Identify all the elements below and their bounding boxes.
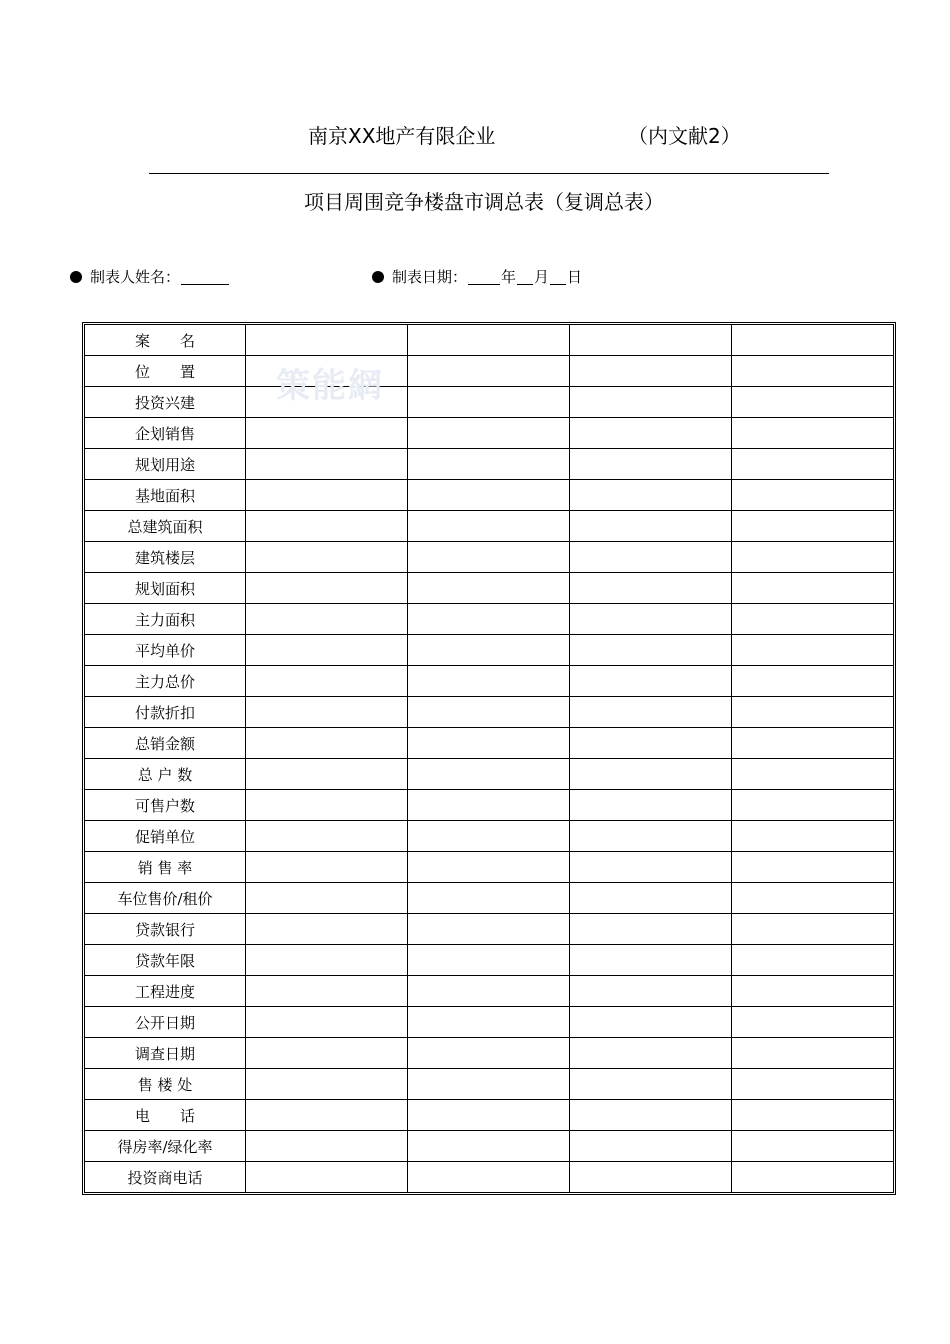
entry-cell[interactable]	[408, 759, 570, 790]
entry-cell[interactable]	[246, 1100, 408, 1131]
entry-cell[interactable]	[732, 325, 894, 356]
table-row	[85, 449, 894, 480]
entry-cell[interactable]	[408, 697, 570, 728]
table-row	[85, 573, 894, 604]
entry-cell[interactable]	[732, 511, 894, 542]
entry-cell[interactable]	[408, 325, 570, 356]
entry-cell[interactable]	[246, 480, 408, 511]
table-row	[85, 1100, 894, 1131]
table-row	[85, 542, 894, 573]
entry-cell[interactable]	[570, 945, 732, 976]
table-row	[85, 325, 894, 356]
row-label: 可售户数	[85, 790, 246, 821]
date-label: 制表日期：	[392, 268, 468, 286]
entry-cell[interactable]	[732, 945, 894, 976]
table-row	[85, 852, 894, 883]
entry-cell[interactable]	[570, 1162, 732, 1193]
entry-cell[interactable]	[246, 325, 408, 356]
entry-cell[interactable]	[246, 356, 408, 387]
table-row	[85, 387, 894, 418]
row-label: 贷款年限	[85, 945, 246, 976]
table-row	[85, 635, 894, 666]
watermark: 策能網	[276, 366, 384, 406]
table-row	[85, 511, 894, 542]
entry-cell[interactable]	[246, 387, 408, 418]
entry-cell[interactable]	[570, 604, 732, 635]
entry-cell[interactable]	[246, 511, 408, 542]
preparer-label: 制表人姓名：	[90, 268, 181, 286]
entry-cell[interactable]	[246, 573, 408, 604]
entry-cell[interactable]	[246, 883, 408, 914]
entry-cell[interactable]	[732, 1038, 894, 1069]
row-label: 平均单价	[85, 635, 246, 666]
entry-cell[interactable]	[408, 635, 570, 666]
entry-cell[interactable]	[408, 356, 570, 387]
entry-cell[interactable]	[408, 1131, 570, 1162]
entry-cell[interactable]	[732, 883, 894, 914]
entry-cell[interactable]	[732, 573, 894, 604]
survey-table-body	[85, 325, 894, 1193]
entry-cell[interactable]	[570, 883, 732, 914]
row-label: 付款折扣	[85, 697, 246, 728]
date-field	[372, 266, 582, 287]
entry-cell[interactable]	[570, 418, 732, 449]
entry-cell[interactable]	[732, 480, 894, 511]
entry-cell[interactable]	[246, 759, 408, 790]
month-unit: 月	[534, 268, 550, 286]
survey-table	[82, 322, 896, 1195]
entry-cell[interactable]	[246, 635, 408, 666]
entry-cell[interactable]	[570, 914, 732, 945]
bullet-icon	[372, 271, 384, 283]
entry-cell[interactable]	[570, 1007, 732, 1038]
entry-cell[interactable]	[732, 666, 894, 697]
table-row	[85, 1131, 894, 1162]
year-unit: 年	[501, 268, 517, 286]
bullet-icon	[70, 271, 82, 283]
row-label: 投资商电话	[85, 1162, 246, 1193]
entry-cell[interactable]	[732, 449, 894, 480]
entry-cell[interactable]	[408, 945, 570, 976]
row-label: 主力面积	[85, 604, 246, 635]
entry-cell[interactable]	[732, 604, 894, 635]
row-label: 位 置	[85, 356, 246, 387]
entry-cell[interactable]	[570, 449, 732, 480]
entry-cell[interactable]	[246, 1131, 408, 1162]
entry-cell[interactable]	[732, 1131, 894, 1162]
entry-cell[interactable]	[570, 821, 732, 852]
entry-cell[interactable]	[246, 542, 408, 573]
entry-cell[interactable]	[732, 976, 894, 1007]
table-row	[85, 790, 894, 821]
table-row	[85, 914, 894, 945]
entry-cell[interactable]	[408, 1069, 570, 1100]
row-label: 调查日期	[85, 1038, 246, 1069]
entry-cell[interactable]	[570, 759, 732, 790]
entry-cell[interactable]	[408, 728, 570, 759]
table-row	[85, 666, 894, 697]
entry-cell[interactable]	[246, 821, 408, 852]
preparer-name-blank[interactable]	[181, 269, 229, 285]
table-row	[85, 1038, 894, 1069]
entry-cell[interactable]	[732, 1162, 894, 1193]
entry-cell[interactable]	[246, 728, 408, 759]
entry-cell[interactable]	[732, 697, 894, 728]
entry-cell[interactable]	[570, 511, 732, 542]
row-label: 基地面积	[85, 480, 246, 511]
entry-cell[interactable]	[732, 387, 894, 418]
entry-cell[interactable]	[246, 1162, 408, 1193]
entry-cell[interactable]	[246, 697, 408, 728]
entry-cell[interactable]	[408, 604, 570, 635]
entry-cell[interactable]	[246, 1069, 408, 1100]
entry-cell[interactable]	[570, 728, 732, 759]
table-row	[85, 1162, 894, 1193]
row-label: 车位售价/租价	[85, 883, 246, 914]
entry-cell[interactable]	[570, 325, 732, 356]
row-label: 贷款银行	[85, 914, 246, 945]
entry-cell[interactable]	[732, 1007, 894, 1038]
row-label: 总建筑面积	[85, 511, 246, 542]
entry-cell[interactable]	[408, 666, 570, 697]
row-label: 主力总价	[85, 666, 246, 697]
row-label: 建筑楼层	[85, 542, 246, 573]
entry-cell[interactable]	[408, 852, 570, 883]
entry-cell[interactable]	[570, 666, 732, 697]
entry-cell[interactable]	[408, 790, 570, 821]
entry-cell[interactable]	[408, 883, 570, 914]
entry-cell[interactable]	[570, 697, 732, 728]
entry-cell[interactable]	[732, 635, 894, 666]
entry-cell[interactable]	[732, 852, 894, 883]
table-row	[85, 759, 894, 790]
month-blank[interactable]	[517, 269, 533, 285]
table-row	[85, 604, 894, 635]
entry-cell[interactable]	[570, 1131, 732, 1162]
company-name: 南京XX地产有限企业	[308, 124, 496, 148]
row-label: 案 名	[85, 325, 246, 356]
entry-cell[interactable]	[570, 976, 732, 1007]
entry-cell[interactable]	[408, 511, 570, 542]
entry-cell[interactable]	[408, 449, 570, 480]
entry-cell[interactable]	[570, 1069, 732, 1100]
entry-cell[interactable]	[246, 976, 408, 1007]
entry-cell[interactable]	[246, 852, 408, 883]
entry-cell[interactable]	[246, 790, 408, 821]
entry-cell[interactable]	[408, 418, 570, 449]
preparer-field	[70, 266, 230, 287]
entry-cell[interactable]	[408, 542, 570, 573]
row-label: 销 售 率	[85, 852, 246, 883]
entry-cell[interactable]	[570, 480, 732, 511]
day-unit: 日	[567, 268, 583, 286]
entry-cell[interactable]	[570, 356, 732, 387]
entry-cell[interactable]	[732, 1100, 894, 1131]
day-blank[interactable]	[550, 269, 566, 285]
entry-cell[interactable]	[408, 480, 570, 511]
document-reference: （内文献2）	[628, 124, 741, 148]
header-divider	[149, 173, 829, 174]
entry-cell[interactable]	[570, 852, 732, 883]
entry-cell[interactable]	[408, 1038, 570, 1069]
table-row	[85, 976, 894, 1007]
entry-cell[interactable]	[570, 573, 732, 604]
entry-cell[interactable]	[246, 449, 408, 480]
entry-cell[interactable]	[732, 790, 894, 821]
entry-cell[interactable]	[732, 542, 894, 573]
row-label: 公开日期	[85, 1007, 246, 1038]
entry-cell[interactable]	[732, 1069, 894, 1100]
entry-cell[interactable]	[246, 604, 408, 635]
entry-cell[interactable]	[246, 418, 408, 449]
entry-cell[interactable]	[408, 1100, 570, 1131]
entry-cell[interactable]	[246, 1038, 408, 1069]
row-label: 投资兴建	[85, 387, 246, 418]
table-row	[85, 480, 894, 511]
entry-cell[interactable]	[732, 821, 894, 852]
table-row	[85, 1007, 894, 1038]
table-row	[85, 728, 894, 759]
row-label: 总 户 数	[85, 759, 246, 790]
table-row	[85, 418, 894, 449]
entry-cell[interactable]	[570, 1038, 732, 1069]
row-label: 促销单位	[85, 821, 246, 852]
entry-cell[interactable]	[570, 635, 732, 666]
entry-cell[interactable]	[246, 914, 408, 945]
entry-cell[interactable]	[408, 1162, 570, 1193]
entry-cell[interactable]	[570, 542, 732, 573]
entry-cell[interactable]	[570, 1100, 732, 1131]
row-label: 企划销售	[85, 418, 246, 449]
year-blank[interactable]	[468, 269, 500, 285]
entry-cell[interactable]	[246, 1007, 408, 1038]
row-label: 总销金额	[85, 728, 246, 759]
table-row	[85, 356, 894, 387]
table-row	[85, 821, 894, 852]
row-label: 规划面积	[85, 573, 246, 604]
form-title: 项目周围竞争楼盘市调总表（复调总表）	[304, 190, 664, 214]
table-row	[85, 945, 894, 976]
entry-cell[interactable]	[408, 1007, 570, 1038]
row-label: 电 话	[85, 1100, 246, 1131]
entry-cell[interactable]	[408, 573, 570, 604]
row-label: 工程进度	[85, 976, 246, 1007]
entry-cell[interactable]	[408, 914, 570, 945]
entry-cell[interactable]	[408, 387, 570, 418]
entry-cell[interactable]	[732, 759, 894, 790]
entry-cell[interactable]	[246, 945, 408, 976]
entry-cell[interactable]	[408, 976, 570, 1007]
table-row	[85, 1069, 894, 1100]
row-label: 得房率/绿化率	[85, 1131, 246, 1162]
entry-cell[interactable]	[732, 728, 894, 759]
entry-cell[interactable]	[570, 790, 732, 821]
table-row	[85, 883, 894, 914]
row-label: 售 楼 处	[85, 1069, 246, 1100]
entry-cell[interactable]	[732, 356, 894, 387]
document-header	[0, 118, 950, 150]
entry-cell[interactable]	[732, 418, 894, 449]
table-row	[85, 697, 894, 728]
entry-cell[interactable]	[408, 821, 570, 852]
entry-cell[interactable]	[570, 387, 732, 418]
entry-cell[interactable]	[246, 666, 408, 697]
entry-cell[interactable]	[732, 914, 894, 945]
row-label: 规划用途	[85, 449, 246, 480]
